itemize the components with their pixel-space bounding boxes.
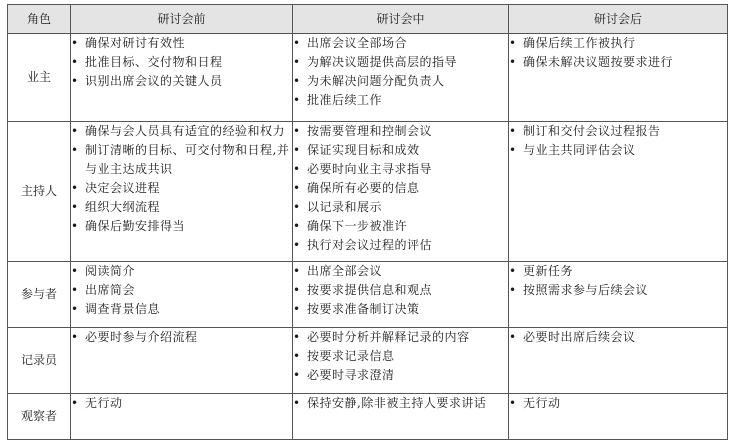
table-row xyxy=(8,328,728,394)
list-item: • 出席全部会议 xyxy=(293,262,508,281)
list-item: • 调查背景信息 xyxy=(71,300,292,319)
list-item: • 必要时分析并解释记录的内容 xyxy=(293,328,508,347)
list-item: • 与业主共同评估会议 xyxy=(509,141,727,160)
list-item: • 制订和交付会议过程报告 xyxy=(509,122,727,141)
list-item: • 确保后勤安排得当 xyxy=(71,217,292,236)
roles-table xyxy=(7,4,728,440)
role-cell: 业主 xyxy=(8,34,71,122)
list-item: • 必要时寻求澄清 xyxy=(293,366,508,385)
list-item: • 识别出席会议的关键人员 xyxy=(71,72,292,91)
before-cell xyxy=(71,122,293,262)
after-cell xyxy=(509,328,728,394)
list-item: • 确保下一步被准许 xyxy=(293,217,508,236)
before-cell xyxy=(71,262,293,328)
role-cell: 记录员 xyxy=(8,328,71,394)
during-cell xyxy=(293,122,509,262)
before-cell xyxy=(71,394,293,440)
role-cell: 参与者 xyxy=(8,262,71,328)
list-item: • 按需要管理和控制会议 xyxy=(293,122,508,141)
list-item: • 按要求准备制订决策 xyxy=(293,300,508,319)
list-item: • 批准目标、交付物和日程 xyxy=(71,53,292,72)
list-item: • 无行动 xyxy=(71,394,292,413)
during-cell xyxy=(293,262,509,328)
list-item: • 为未解决问题分配负责人 xyxy=(293,72,508,91)
list-item: • 按要求提供信息和观点 xyxy=(293,281,508,300)
list-item: • 制订清晰的目标、可交付物和日程,并与业主达成共识 xyxy=(71,141,292,179)
list-item: • 保证实现目标和成效 xyxy=(293,141,508,160)
header-during: 研讨会中 xyxy=(293,5,509,34)
during-cell xyxy=(293,328,509,394)
before-cell xyxy=(71,328,293,394)
header-after: 研讨会后 xyxy=(509,5,728,34)
table-row xyxy=(8,122,728,262)
list-item: • 执行对会议过程的评估 xyxy=(293,236,508,255)
list-item: • 必要时参与介绍流程 xyxy=(71,328,292,347)
list-item: • 无行动 xyxy=(509,394,727,413)
list-item: • 出席会议全部场合 xyxy=(293,34,508,53)
header-before: 研讨会前 xyxy=(71,5,293,34)
list-item: • 以记录和展示 xyxy=(293,198,508,217)
after-cell xyxy=(509,394,728,440)
list-item: • 必要时出席后续会议 xyxy=(509,328,727,347)
list-item: • 出席简会 xyxy=(71,281,292,300)
after-cell xyxy=(509,122,728,262)
list-item: • 决定会议进程 xyxy=(71,179,292,198)
table-row xyxy=(8,394,728,440)
list-item: • 阅读简介 xyxy=(71,262,292,281)
table-row xyxy=(8,34,728,122)
table-row xyxy=(8,262,728,328)
role-cell: 主持人 xyxy=(8,122,71,262)
during-cell xyxy=(293,394,509,440)
list-item: • 批准后续工作 xyxy=(293,91,508,110)
list-item: • 确保所有必要的信息 xyxy=(293,179,508,198)
list-item: • 确保未解决议题按要求进行 xyxy=(509,53,727,72)
after-cell xyxy=(509,34,728,122)
list-item: • 按要求记录信息 xyxy=(293,347,508,366)
list-item: • 必要时向业主寻求指导 xyxy=(293,160,508,179)
list-item: • 按照需求参与后续会议 xyxy=(509,281,727,300)
list-item: • 保持安静,除非被主持人要求讲话 xyxy=(293,394,508,413)
after-cell xyxy=(509,262,728,328)
list-item: • 确保对研讨有效性 xyxy=(71,34,292,53)
during-cell xyxy=(293,34,509,122)
header-role: 角色 xyxy=(8,5,71,34)
role-cell: 观察者 xyxy=(8,394,71,440)
header-row xyxy=(8,5,728,34)
list-item: • 确保后续工作被执行 xyxy=(509,34,727,53)
list-item: • 确保与会人员具有适宜的经验和权力 xyxy=(71,122,292,141)
list-item: • 为解决议题提供高层的指导 xyxy=(293,53,508,72)
list-item: • 更新任务 xyxy=(509,262,727,281)
list-item: • 组织大纲流程 xyxy=(71,198,292,217)
before-cell xyxy=(71,34,293,122)
